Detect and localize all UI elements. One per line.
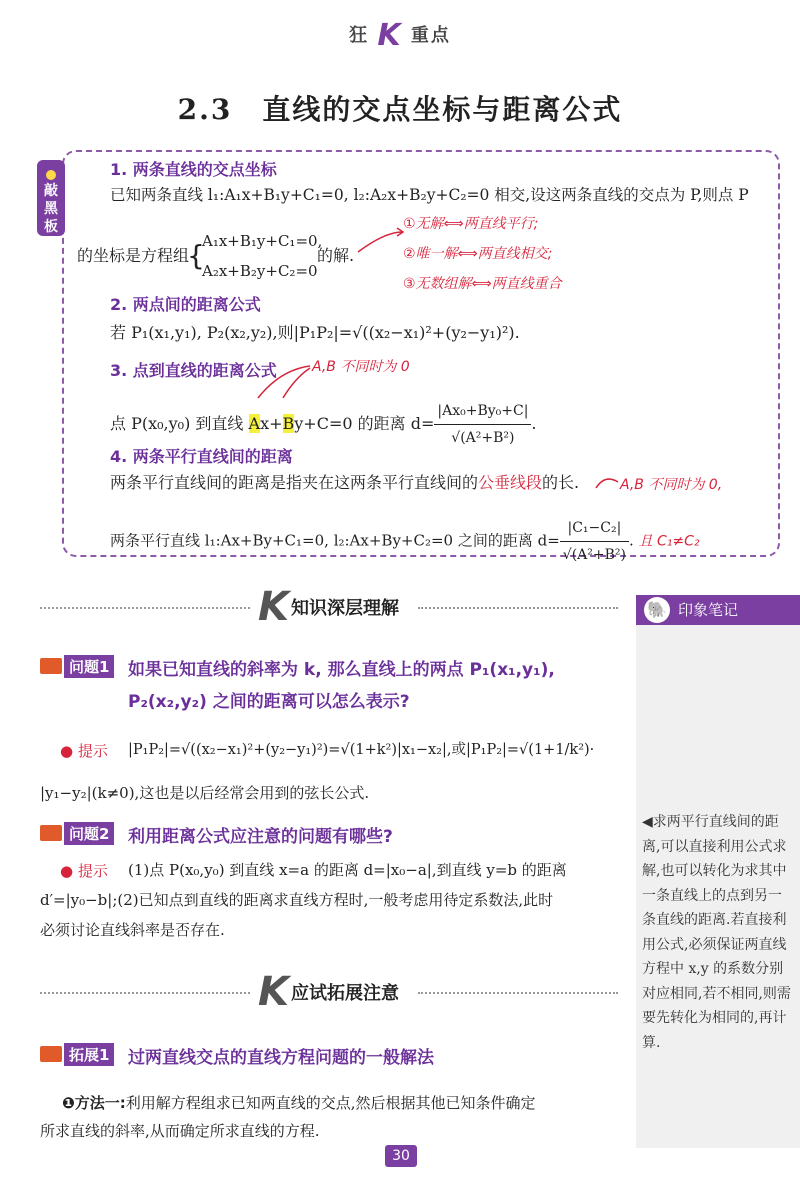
- handnote-ab-not-zero-2: A,B 不同时为 0,: [620, 477, 723, 493]
- question2-label: 问题2: [64, 822, 114, 845]
- system-eq1: A₁x+B₁y+C₁=0,: [202, 232, 323, 250]
- system-eq2: A₂x+B₂y+C₂=0: [202, 262, 318, 280]
- s3-post: y+C=0 的距离 d=: [294, 414, 435, 433]
- handnote-c1-neq-c2: 且 C₁≠C₂: [638, 533, 700, 550]
- section1-heading: 1. 两条直线的交点坐标: [110, 160, 277, 179]
- handnote-infinite-solutions: ③无数组解⟺两直线重合: [403, 276, 562, 292]
- s4-term-highlight: 公垂线段: [478, 473, 543, 492]
- s3-denominator: √(A²+B²): [451, 430, 515, 446]
- hint2-answer3: 必须讨论直线斜率是否存在.: [40, 921, 225, 939]
- handnote-ab-not-zero: A,B 不同时为 0: [312, 359, 410, 375]
- s4-line1a: 两条平行直线间的距离是指夹在这两条平行直线间的: [110, 473, 479, 492]
- hint2-label: ● 提示: [60, 862, 108, 880]
- equation-brace: {: [187, 239, 205, 272]
- arrow-system-notes: [358, 232, 402, 252]
- banner1-k-logo: K: [258, 584, 289, 630]
- s3-numerator: |Ax₀+By₀+C|: [434, 398, 531, 425]
- s4-numerator: |C₁−C₂|: [560, 515, 629, 542]
- s4-line1c: 的长.: [542, 473, 580, 492]
- hint1-answer2: |y₁−y₂|(k≠0),这也是以后经常会用到的弦长公式.: [40, 784, 370, 802]
- arrow-coef-a: [258, 366, 310, 398]
- s4-denominator: √(A²+B²): [562, 547, 626, 563]
- banner1-text: 知识深层理解: [291, 598, 399, 619]
- ext1-method1-cont: 所求直线的斜率,从而确定所求直线的方程.: [40, 1122, 320, 1140]
- hint2-answer1: (1)点 P(x₀,y₀) 到直线 x=a 的距离 d=|x₀−a|,到直线 y=b 的距离: [128, 861, 567, 879]
- section3-heading: 3. 点到直线的距离公式: [110, 361, 277, 380]
- notes-title: 印象笔记: [678, 601, 739, 619]
- question1-text2: P₂(x₂,y₂) 之间的距离可以怎么表示?: [128, 692, 410, 712]
- hint1-word: 提示: [77, 742, 108, 760]
- handnote-no-solution: ①无解⟺两直线平行;: [403, 216, 539, 232]
- handnote-unique-solution: ②唯一解⟺两直线相交;: [403, 246, 553, 262]
- section1-line2b: 的解.: [317, 246, 355, 265]
- tag-label: 敲黑板: [44, 183, 58, 235]
- hint2-word: 提示: [77, 862, 108, 880]
- ext1-text: 过两直线交点的直线方程问题的一般解法: [128, 1048, 434, 1068]
- ext1-label: 拓展1: [64, 1043, 114, 1066]
- question1-text1: 如果已知直线的斜率为 k, 那么直线上的两点 P₁(x₁,y₁),: [128, 660, 555, 680]
- notes-text: ◀求两平行直线间的距离,可以直接利用公式求解,也可以转化为求其中一条直线上的点到另一条直线的距离.若直接利用公式,必须保证两直线方程中 x,y 的系数分别对应相同,若不相同,则需要先转化为相同的,再计算.: [642, 814, 791, 1051]
- ext1-method1-text: 利用解方程组求已知两直线的交点,然后根据其他已知条件确定: [125, 1094, 536, 1112]
- s3-coef-a: A: [248, 414, 261, 433]
- s3-end: .: [531, 414, 537, 433]
- s4-end: .: [629, 531, 634, 550]
- page-number: 30: [385, 1145, 417, 1167]
- section4-heading: 4. 两条平行直线间的距离: [110, 447, 293, 466]
- hint2-answer2: d′=|y₀−b|;(2)已知点到直线的距离求直线方程时,一般考虑用待定系数法,此时: [40, 891, 554, 909]
- header-k-logo: K: [377, 18, 403, 53]
- section1-line2a: 的坐标是方程组: [77, 246, 190, 265]
- hint1-answer1: |P₁P₂|=√((x₂−x₁)²+(y₂−y₁)²)=√(1+k²)|x₁−x₂|,或|P₁P₂|=√(1+1/k²)·: [128, 742, 595, 758]
- header-right: 重点: [410, 25, 451, 46]
- question1-label: 问题1: [64, 655, 114, 678]
- ext1-method1-label: ❶方法一:: [62, 1094, 126, 1112]
- banner2-text: 应试拓展注意: [291, 983, 399, 1004]
- header-left: 狂: [349, 25, 370, 46]
- s3-coef-b: B: [282, 414, 295, 433]
- elephant-icon: 🐘: [644, 597, 670, 623]
- section2-heading: 2. 两点间的距离公式: [110, 295, 261, 314]
- hint1-label: ● 提示: [60, 742, 108, 760]
- s3-pre: 点 P(x₀,y₀) 到直线: [110, 414, 249, 433]
- arrow-parallel-note: [596, 479, 618, 488]
- s4-line2a: 两条平行直线 l₁:Ax+By+C₁=0, l₂:Ax+By+C₂=0 之间的距离 d=: [110, 531, 560, 550]
- section2-formula: 若 P₁(x₁,y₁), P₂(x₂,y₂),则|P₁P₂|=√((x₂−x₁)²+(y₂−y₁)²).: [110, 323, 520, 342]
- section1-line1: 已知两条直线 l₁:A₁x+B₁y+C₁=0, l₂:A₂x+B₂y+C₂=0 相交,设这两条直线的交点为 P,则点 P: [110, 186, 749, 204]
- banner2-k-logo: K: [258, 969, 289, 1015]
- page-title: 2.3 直线的交点坐标与距离公式: [177, 93, 623, 126]
- question2-text: 利用距离公式应注意的问题有哪些?: [128, 827, 393, 847]
- s3-mid: x+: [260, 414, 283, 433]
